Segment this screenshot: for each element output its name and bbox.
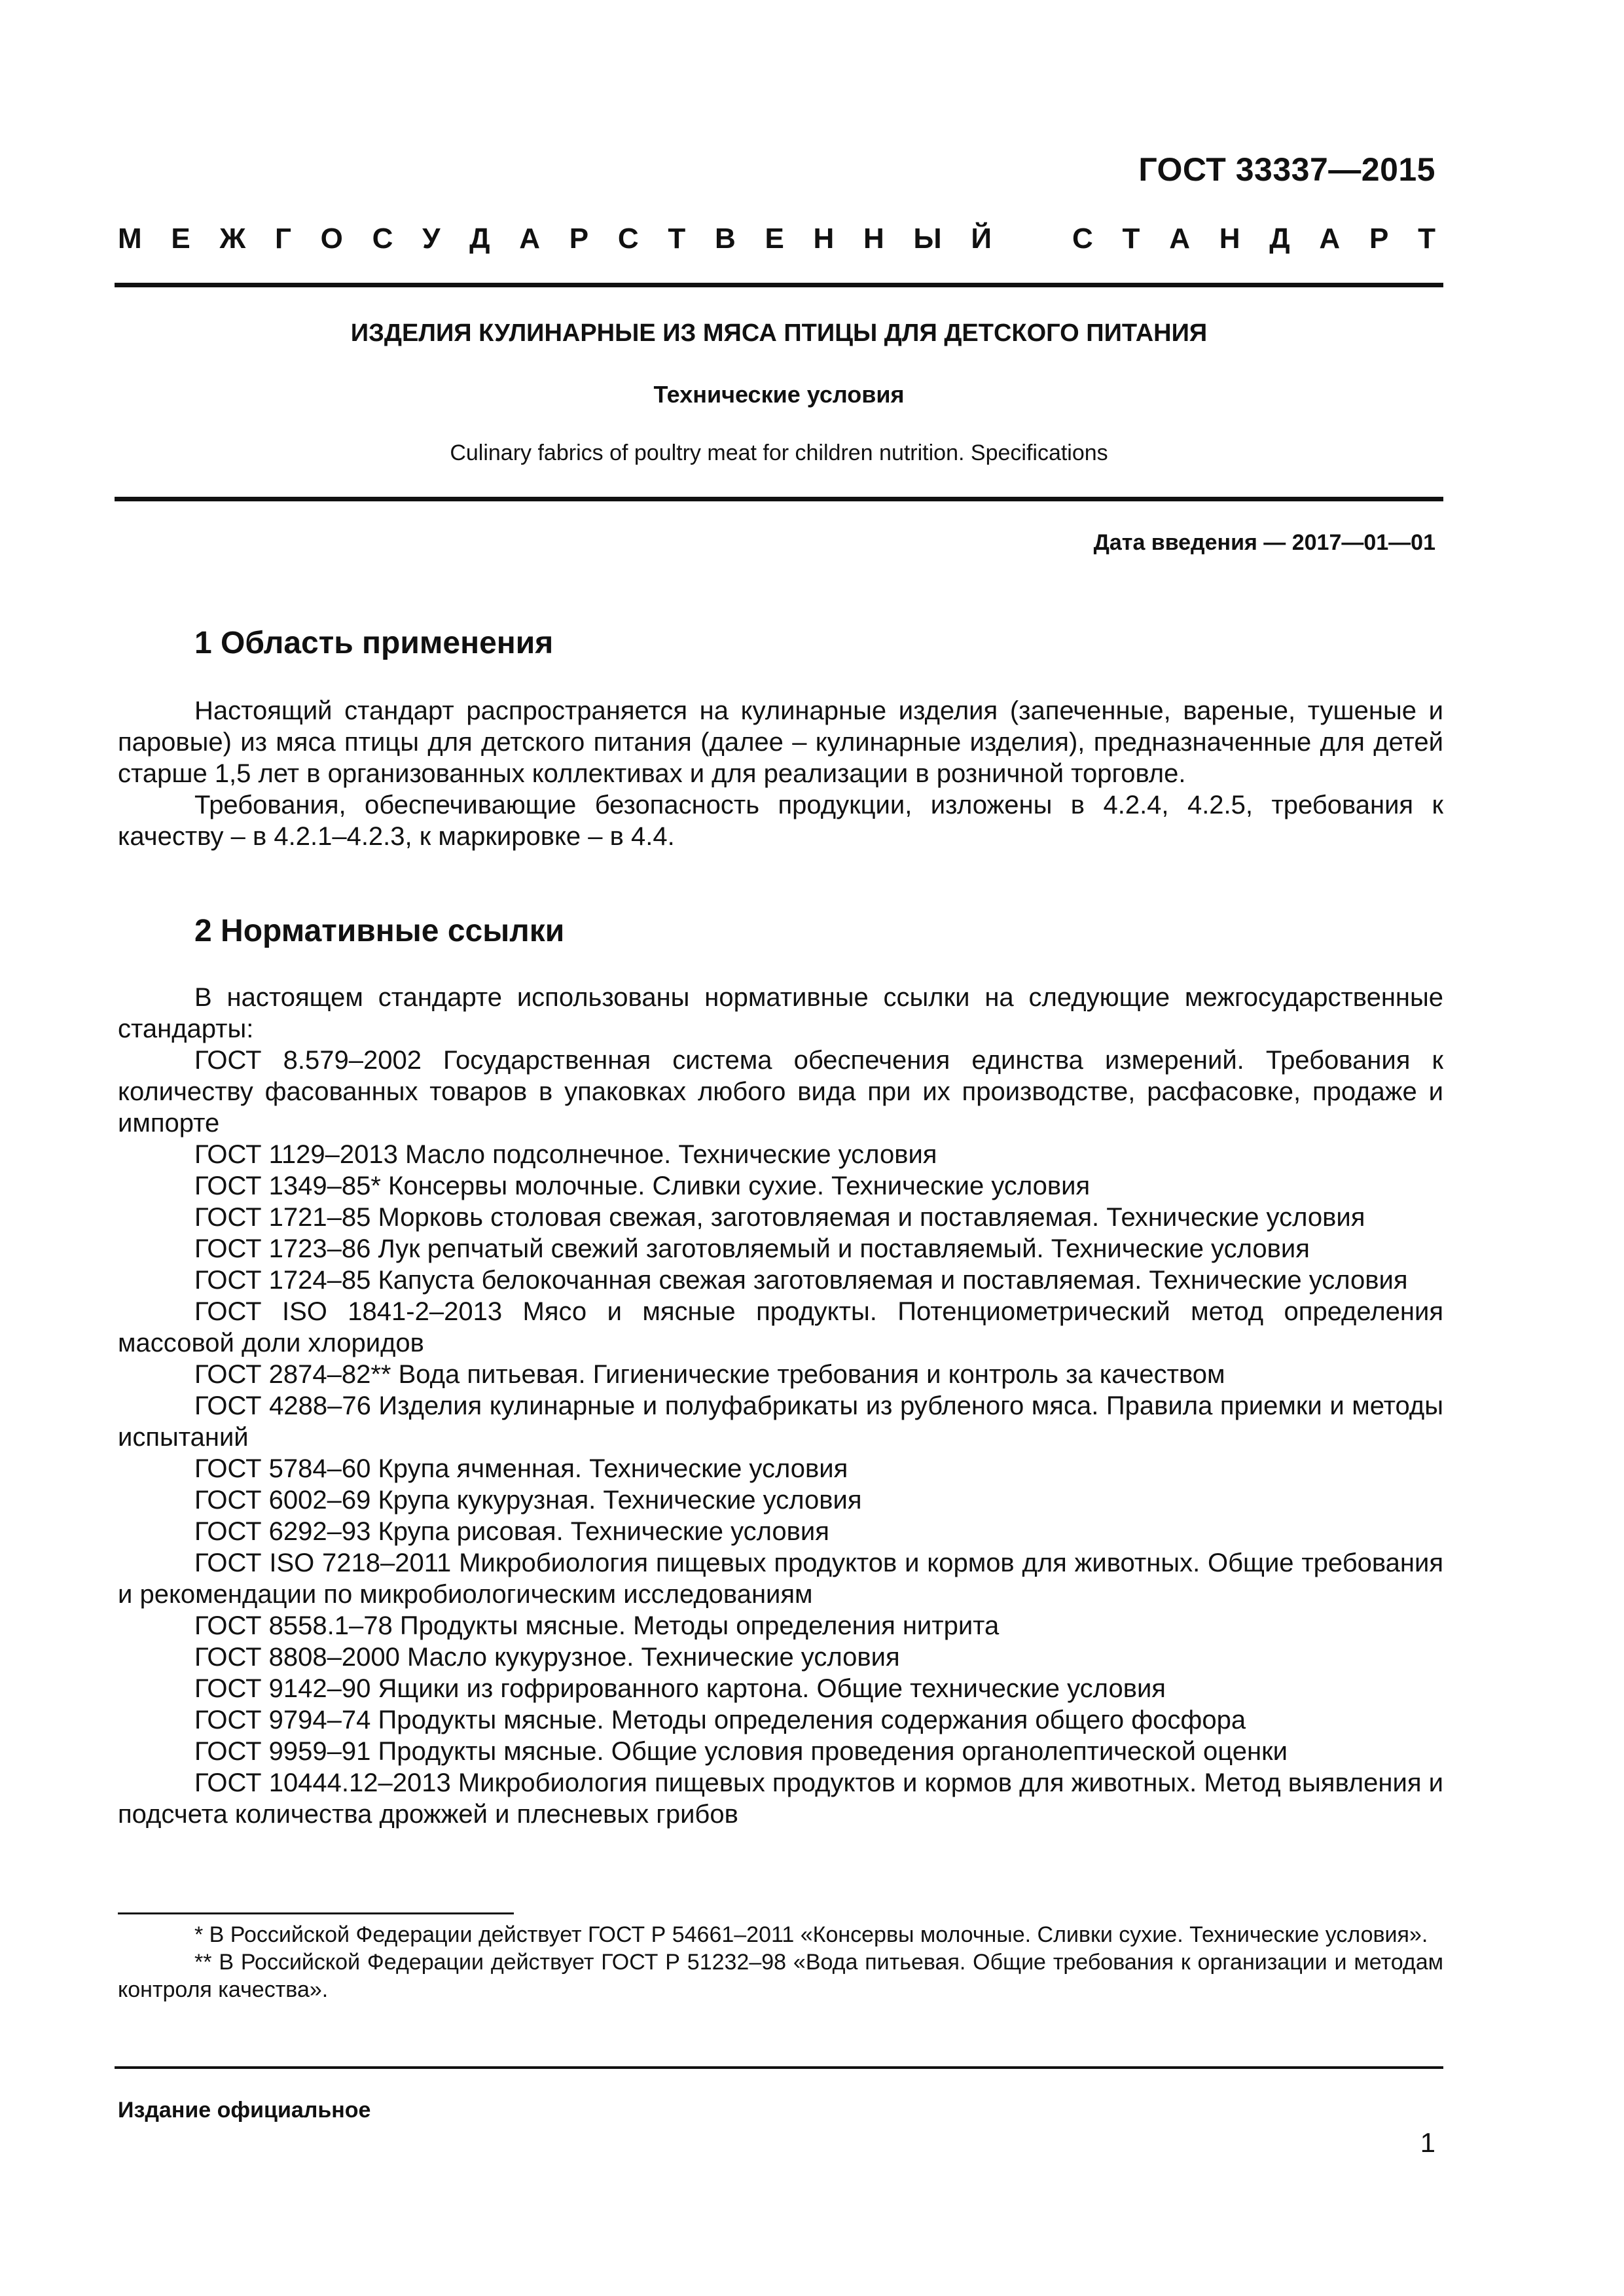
banner-letter: Е xyxy=(765,223,784,255)
banner-letter: Н xyxy=(813,223,835,255)
footnote-rule xyxy=(118,1912,514,1914)
section-2-heading: 2 Нормативные ссылки xyxy=(194,914,565,948)
section-1-heading: 1 Область применения xyxy=(194,626,554,660)
banner-letter: С xyxy=(1072,223,1093,255)
interstate-standard-banner xyxy=(118,223,1435,255)
reference-item: ГОСТ 5784–60 Крупа ячменная. Технические условия xyxy=(194,1454,848,1483)
reference-item: ГОСТ 9142–90 Ящики из гофрированного картона. Общие технические условия xyxy=(194,1674,1166,1703)
reference-item: ГОСТ 1129–2013 Масло подсолнечное. Технические условия xyxy=(194,1140,937,1169)
footnote: * В Российской Федерации действует ГОСТ Р 54661–2011 «Консервы молочные. Сливки сухие. Технические условия». xyxy=(194,1922,1428,1947)
banner-letter: Ы xyxy=(913,223,942,255)
banner-letter: Г xyxy=(274,223,291,255)
banner-letter: Н xyxy=(1219,223,1240,255)
banner-letter: С xyxy=(617,223,639,255)
reference-item: ГОСТ 1723–86 Лук репчатый свежий заготовляемый и поставляемый. Технические условия xyxy=(194,1234,1310,1263)
banner-letter: В xyxy=(714,223,736,255)
section-2-body xyxy=(118,982,1443,1830)
banner-letter: Н xyxy=(863,223,884,255)
reference-item: ГОСТ 9794–74 Продукты мясные. Методы определения содержания общего фосфора xyxy=(194,1706,1246,1734)
banner-letter: А xyxy=(1319,223,1341,255)
paragraph: Настоящий стандарт распространяется на кулинарные изделия (запеченные, вареные, тушеные и паровые) из мяса птицы для детского питания (далее – кулинарные изделия), предназначенные для детей старше 1,5 лет в организованных коллективах и для реализации в розничной торговле. xyxy=(118,696,1443,788)
banner-letter: Т xyxy=(668,223,686,255)
paragraph: Требования, обеспечивающие безопасность продукции, изложены в 4.2.4, 4.2.5, требования к качеству – в 4.2.1–4.2.3, к маркировке – в 4.4. xyxy=(118,791,1443,851)
introduction-date: Дата введения — 2017—01—01 xyxy=(1093,530,1435,555)
banner-letter: У xyxy=(422,223,441,255)
footnote: ** В Российской Федерации действует ГОСТ Р 51232–98 «Вода питьевая. Общие требования к организации и методам контроля качества». xyxy=(118,1950,1443,2002)
reference-item: ГОСТ 1724–85 Капуста белокочанная свежая заготовляемая и поставляемая. Технические условия xyxy=(194,1266,1408,1295)
reference-item: ГОСТ 4288–76 Изделия кулинарные и полуфабрикаты из рубленого мяса. Правила приемки и методы испытаний xyxy=(118,1391,1443,1452)
banner-letter: М xyxy=(118,223,142,255)
banner-letter: Д xyxy=(469,223,490,255)
footer-rule xyxy=(115,2066,1443,2069)
banner-word-interstate xyxy=(118,223,992,255)
title-rule xyxy=(115,497,1443,501)
banner-word-standard xyxy=(1072,223,1435,255)
banner-letter: Т xyxy=(1122,223,1140,255)
banner-letter: Ж xyxy=(219,223,246,255)
reference-item: ГОСТ 8558.1–78 Продукты мясные. Методы определения нитрита xyxy=(194,1611,1000,1640)
banner-letter: Й xyxy=(971,223,992,255)
banner-letter: Д xyxy=(1269,223,1290,255)
document-code: ГОСТ 33337—2015 xyxy=(1138,151,1435,188)
banner-letter: О xyxy=(320,223,343,255)
reference-item: ГОСТ 2874–82** Вода питьевая. Гигиенические требования и контроль за качеством xyxy=(194,1360,1225,1389)
reference-item: ГОСТ 1349–85* Консервы молочные. Сливки сухие. Технические условия xyxy=(194,1172,1091,1200)
banner-letter: Р xyxy=(569,223,589,255)
banner-letter: А xyxy=(519,223,541,255)
reference-item: ГОСТ 8.579–2002 Государственная система обеспечения единства измерений. Требования к количеству фасованных товаров в упаковках любого вида при их производстве, расфасовке, продаже и импорте xyxy=(118,1046,1443,1138)
document-title: ИЗДЕЛИЯ КУЛИНАРНЫЕ ИЗ МЯСА ПТИЦЫ ДЛЯ ДЕТСКОГО ПИТАНИЯ xyxy=(350,319,1208,347)
footnotes xyxy=(118,1921,1443,2003)
reference-item: ГОСТ 6292–93 Крупа рисовая. Технические условия xyxy=(194,1517,829,1546)
reference-item: ГОСТ ISO 1841-2–2013 Мясо и мясные продукты. Потенциометрический метод определения массовой доли хлоридов xyxy=(118,1297,1443,1357)
banner-letter: Р xyxy=(1369,223,1389,255)
page-number: 1 xyxy=(1420,2127,1435,2158)
reference-item: ГОСТ 1721–85 Морковь столовая свежая, заготовляемая и поставляемая. Технические условия xyxy=(194,1203,1365,1232)
banner-letter: С xyxy=(372,223,393,255)
paragraph: В настоящем стандарте использованы нормативные ссылки на следующие межгосударственные стандарты: xyxy=(118,983,1443,1043)
english-title: Culinary fabrics of poultry meat for children nutrition. Specifications xyxy=(450,440,1108,465)
reference-item: ГОСТ 9959–91 Продукты мясные. Общие условия проведения органолептической оценки xyxy=(194,1737,1288,1766)
reference-item: ГОСТ 10444.12–2013 Микробиология пищевых продуктов и кормов для животных. Метод выявления и подсчета количества дрожжей и плесневых грибов xyxy=(118,1768,1443,1829)
document-subtitle: Технические условия xyxy=(653,381,905,408)
reference-item: ГОСТ 8808–2000 Масло кукурузное. Технические условия xyxy=(194,1643,900,1672)
section-1-body xyxy=(118,695,1443,852)
banner-letter: Т xyxy=(1418,223,1435,255)
reference-item: ГОСТ ISO 7218–2011 Микробиология пищевых продуктов и кормов для животных. Общие требования и рекомендации по микробиологическим исследованиям xyxy=(118,1549,1443,1609)
official-edition-label: Издание официальное xyxy=(118,2098,371,2123)
header-rule xyxy=(115,283,1443,287)
banner-letter: А xyxy=(1169,223,1190,255)
reference-item: ГОСТ 6002–69 Крупа кукурузная. Технические условия xyxy=(194,1486,862,1515)
banner-letter: Е xyxy=(171,223,190,255)
